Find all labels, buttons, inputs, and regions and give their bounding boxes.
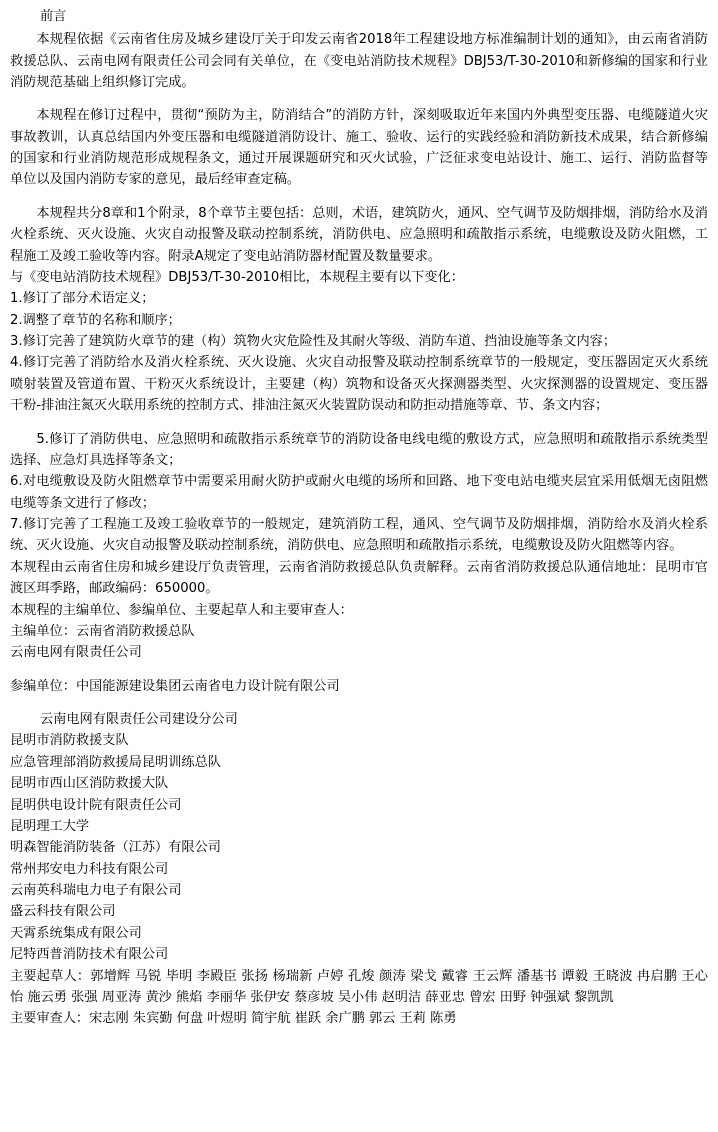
change-item-2: 2.调整了章节的名称和顺序； xyxy=(10,312,181,328)
list-item: 明森智能消防装备（江苏）有限公司 xyxy=(10,840,221,856)
change-item-6: 6.对电缆敷设及防火阻燃章节中需要采用耐火防护或耐火电缆的场所和回路、地下变电站电缆夹层宜采用低烟无卤阻燃电缆等条文进行了修改； xyxy=(10,474,708,511)
participant-line xyxy=(10,676,708,697)
paragraph-revision-process: 本规程在修订过程中，贯彻“预防为主，防消结合”的消防方针，深刻吸取近年来国内外典型变压器、电缆隧道火灾事故教训，认真总结国内外变压器和电缆隧道消防设计、施工、验收、运行的实践经验和消防新技术成果，结合新修编的国家和行业消防规范形成规程条文，通过开展课题研究和灭火试验，广泛征求变电站设计、施工、运行、消防监督等单位以及国内消防专家的意见，最后经审查定稿。 xyxy=(10,108,708,188)
list-item: 盛云科技有限公司 xyxy=(10,904,116,920)
paragraph-basis: 本规程依据《云南省住房及城乡建设厅关于印发云南省2018年工程建设地方标准编制计划的通知》，由云南省消防救援总队、云南电网有限责任公司会同有关单位，在《变电站消防技术规程》DBJ53/T-30-2010和新修编的国家和行业消防规范基础上组织修订完成。 xyxy=(10,32,708,90)
list-item: 尼特西普消防技术有限公司 xyxy=(10,947,169,963)
reviewers-line xyxy=(10,1008,708,1029)
list-item: 常州邦安电力科技有限公司 xyxy=(10,861,169,877)
chief-editor-unit-1: 云南省消防救援总队 xyxy=(75,623,195,639)
page-title: 前言 xyxy=(40,9,67,24)
drafters-label: 主要起草人： xyxy=(10,968,91,984)
chief-editor-unit-2-line: 云南电网有限责任公司 xyxy=(10,645,142,661)
drafters-line xyxy=(10,966,708,1009)
reviewers-names: 宋志刚 朱宾勤 何盘 叶煜明 简宇航 崔跃 余广鹏 郭云 王莉 陈勇 xyxy=(89,1011,457,1027)
paragraph-compare-intro: 与《变电站消防技术规程》DBJ53/T-30-2010相比，本规程主要有以下变化： xyxy=(10,269,464,285)
paragraph-units-intro: 本规程的主编单位、参编单位、主要起草人和主要审查人： xyxy=(10,602,353,618)
list-item: 天霄系统集成有限公司 xyxy=(10,925,142,941)
list-item: 昆明理工大学 xyxy=(10,818,90,834)
paragraph-management: 本规程由云南省住房和城乡建设厅负责管理，云南省消防救援总队负责解释。云南省消防救援总队通信地址：昆明市官渡区珥季路，邮政编码：650000。 xyxy=(10,559,708,597)
spacer xyxy=(10,664,708,676)
list-item: 昆明市消防救援支队 xyxy=(10,733,129,749)
list-item: 昆明市西山区消防救援大队 xyxy=(10,776,169,792)
list-item: 云南电网有限责任公司建设分公司 xyxy=(40,712,238,727)
list-item: 应急管理部消防救援局昆明训练总队 xyxy=(10,754,221,770)
list-item: 云南英科瑞电力电子有限公司 xyxy=(10,883,182,898)
participant-label: 参编单位： xyxy=(10,678,76,694)
chief-editor-line xyxy=(10,621,708,642)
change-item-3: 3.修订完善了建筑防火章节的建（构）筑物火灾危险性及其耐火等级、消防车道、挡油设施等条文内容； xyxy=(10,334,617,349)
participant-unit-first: 中国能源建设集团云南省电力设计院有限公司 xyxy=(75,678,340,694)
participant-units-list xyxy=(40,709,708,730)
drafters-names: 郭增辉 马锐 毕明 李殿臣 张扬 杨瑞新 卢婷 孔焌 颜涛 梁戈 戴睿 王云辉 潘基书 谭毅 王晓波 冉启鹏 王心怡 施云勇 张强 周亚涛 黄沙 熊焰 李丽华 张伊安 蔡彦坡 吴小伟 赵明洁 薛亚忠 曾宏 田野 钟强斌 黎凯凯 xyxy=(10,968,708,1005)
reviewers-label: 主要审查人： xyxy=(10,1011,90,1027)
change-item-1: 1.修订了部分术语定义； xyxy=(10,291,155,307)
spacer xyxy=(10,697,708,709)
spacer xyxy=(10,93,708,105)
spacer xyxy=(10,191,708,203)
list-item: 昆明供电设计院有限责任公司 xyxy=(10,797,182,813)
spacer xyxy=(10,417,708,429)
change-item-7: 7.修订完善了工程施工及竣工验收章节的一般规定，建筑消防工程，通风、空气调节及防烟排烟，消防给水及消火栓系统、灭火设施、火灾自动报警及联动控制系统，消防供电、应急照明和疏散指示系统，电缆敷设及防火阻燃等内容。 xyxy=(10,517,708,554)
change-item-5: 5.修订了消防供电、应急照明和疏散指示系统章节的消防设备电线电缆的敷设方式，应急照明和疏散指示系统类型选择、应急灯具选择等条文； xyxy=(10,431,708,468)
chief-editor-label: 主编单位： xyxy=(10,623,76,639)
paragraph-structure: 本规程共分8章和1个附录，8个章节主要包括：总则，术语，建筑防火，通风、空气调节及防烟排烟，消防给水及消火栓系统、灭火设施、火灾自动报警及联动控制系统，消防供电、应急照明和疏散指示系统，电缆敷设及防火阻燃，工程施工及竣工验收等内容。附录A规定了变电站消防器材配置及数量要求。 xyxy=(10,205,708,264)
change-item-4: 4.修订完善了消防给水及消火栓系统、灭火设施、火灾自动报警及联动控制系统章节的一般规定，变压器固定灭火系统喷射装置及管道布置、干粉灭火系统设计，主要建（构）筑物和设备灭火探测器类型、火灾探测器的设置规定、变压器干粉-排油注氮灭火联用系统的控制方式、排油注氮灭火装置防误动和防拒动措施等章、节、条文内容； xyxy=(10,355,708,414)
